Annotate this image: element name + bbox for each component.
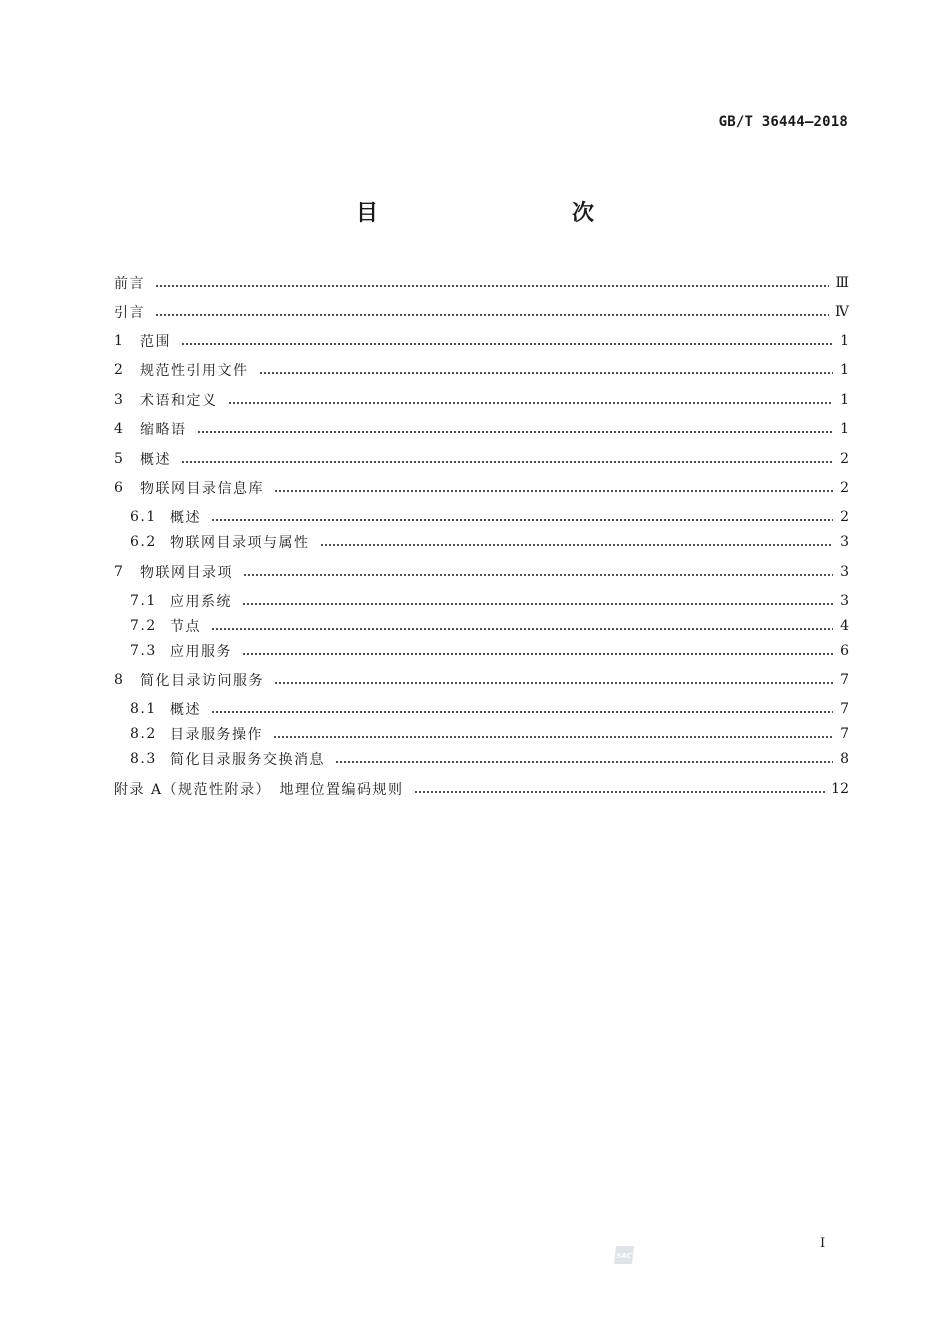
toc-entry-number: 8 <box>114 672 125 688</box>
toc-entry-number: 5 <box>114 451 125 467</box>
toc-entry-title: 概述 <box>170 702 201 718</box>
toc-entry[interactable] <box>114 328 849 354</box>
toc-dot-leader <box>155 314 829 316</box>
toc-entry[interactable] <box>114 357 849 383</box>
toc-dot-leader <box>181 343 833 345</box>
toc-entry[interactable] <box>114 387 849 413</box>
toc-entry-page: 2 <box>840 451 849 467</box>
toc-dot-leader <box>320 544 834 546</box>
toc-dot-leader <box>274 490 833 492</box>
toc-entry-title: 概述 <box>170 510 201 526</box>
toc-entry-page: 3 <box>840 593 849 609</box>
toc-entry-number: 6.2 <box>130 534 157 550</box>
toc-dot-leader <box>211 711 833 713</box>
toc-dot-leader <box>243 574 833 576</box>
toc-entry-page: 12 <box>831 781 849 797</box>
toc-entry-number: 8.2 <box>130 726 157 742</box>
toc-entry-title: 缩略语 <box>140 422 187 438</box>
toc-entry-page: 7 <box>840 701 849 717</box>
toc-entry-title: 范围 <box>140 334 171 350</box>
toc-entry-page: 3 <box>840 564 849 580</box>
toc-dot-leader <box>181 461 833 463</box>
toc-entry-page: Ⅲ <box>835 275 849 291</box>
toc-entry-title: 节点 <box>170 619 201 635</box>
toc-entry[interactable] <box>114 416 849 442</box>
toc-dot-leader <box>414 791 826 793</box>
toc-entry-page: 1 <box>840 333 849 349</box>
toc-dot-leader <box>242 653 833 655</box>
toc-entry-title: 概述 <box>140 452 171 468</box>
toc-entry[interactable] <box>130 504 849 530</box>
toc-entry-title: 物联网目录项与属性 <box>170 535 310 551</box>
toc-entry[interactable] <box>130 529 849 555</box>
page-title: 目 次 <box>355 201 644 226</box>
toc-entry[interactable] <box>114 559 849 585</box>
toc-entry-number: 6.1 <box>130 509 157 525</box>
toc-entry-page: 4 <box>840 618 849 634</box>
toc-entry-title: 物联网目录信息库 <box>140 481 264 497</box>
toc-entry-number: 3 <box>114 392 125 408</box>
page-number: Ⅰ <box>820 1236 826 1251</box>
toc-entry-number: 6 <box>114 480 125 496</box>
toc-entry[interactable] <box>114 667 849 693</box>
toc-entry-page: 1 <box>840 421 849 437</box>
toc-entry-page: 7 <box>840 672 849 688</box>
toc-entry-title: 术语和定义 <box>140 393 218 409</box>
toc-entry-number: 1 <box>114 333 125 349</box>
toc-entry[interactable] <box>114 299 849 325</box>
toc-entry-number: 7 <box>114 564 125 580</box>
svg-text:SAC: SAC <box>616 1252 632 1260</box>
toc-entry-page: 1 <box>840 362 849 378</box>
toc-dot-leader <box>211 628 833 630</box>
standard-code: GB/T 36444—2018 <box>718 114 848 130</box>
toc-dot-leader <box>197 431 834 433</box>
toc-entry-number: 7.2 <box>130 618 157 634</box>
toc-entry[interactable] <box>114 446 849 472</box>
toc-entry-page: 6 <box>840 643 849 659</box>
toc-dot-leader <box>259 372 834 374</box>
toc-entry-title: 目录服务操作 <box>170 727 263 743</box>
toc-entry-title: 应用系统 <box>170 594 232 610</box>
toc-entry[interactable] <box>130 746 849 772</box>
toc-entry-page: 7 <box>840 726 849 742</box>
toc-entry[interactable] <box>130 588 849 614</box>
toc-entry-title: 附录 A（规范性附录） 地理位置编码规则 <box>114 782 404 798</box>
toc-entry-page: 2 <box>840 509 849 525</box>
toc-entry-page: 8 <box>840 751 849 767</box>
toc-entry[interactable] <box>114 776 849 802</box>
toc-dot-leader <box>228 402 834 404</box>
toc-entry-page: Ⅳ <box>835 304 849 320</box>
toc-entry-number: 2 <box>114 362 125 378</box>
toc-entry[interactable] <box>130 613 849 639</box>
toc-entry-title: 应用服务 <box>170 644 232 660</box>
toc-dot-leader <box>242 603 833 605</box>
toc-entry-title: 规范性引用文件 <box>140 363 249 379</box>
toc-entry-title: 简化目录访问服务 <box>140 673 264 689</box>
toc-dot-leader <box>335 761 833 763</box>
toc-entry[interactable] <box>130 638 849 664</box>
toc-entry-number: 8.1 <box>130 701 157 717</box>
toc-entry-title: 引言 <box>114 305 145 321</box>
toc-entry-title: 简化目录服务交换消息 <box>170 752 325 768</box>
toc-entry[interactable] <box>114 475 849 501</box>
toc-entry[interactable] <box>130 696 849 722</box>
sac-logo-icon <box>612 1244 636 1266</box>
toc-entry-title: 物联网目录项 <box>140 565 233 581</box>
toc-dot-leader <box>155 285 829 287</box>
toc-entry-number: 8.3 <box>130 751 157 767</box>
toc-entry-number: 7.1 <box>130 593 157 609</box>
toc-entry[interactable] <box>130 721 849 747</box>
toc-entry[interactable] <box>114 270 849 296</box>
toc-entry-number: 4 <box>114 421 125 437</box>
toc-dot-leader <box>274 682 833 684</box>
toc-entry-page: 1 <box>840 392 849 408</box>
toc-entry-title: 前言 <box>114 276 145 292</box>
toc-entry-page: 3 <box>840 534 849 550</box>
toc-dot-leader <box>211 519 833 521</box>
toc-dot-leader <box>273 736 833 738</box>
toc-entry-page: 2 <box>840 480 849 496</box>
toc-entry-number: 7.3 <box>130 643 157 659</box>
